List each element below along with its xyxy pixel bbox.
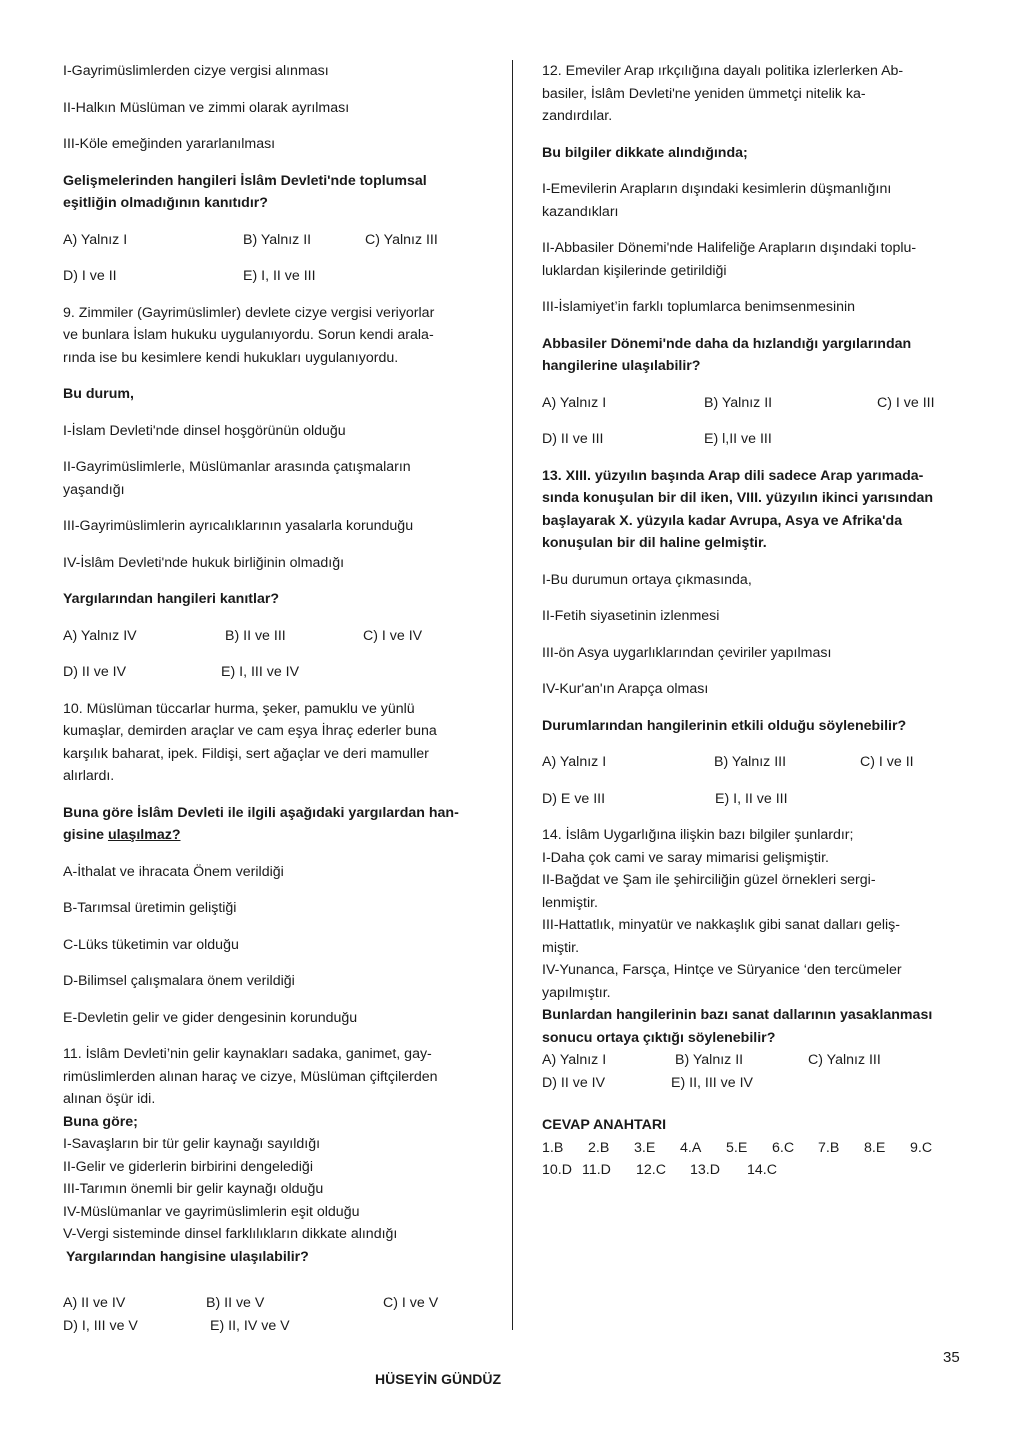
q11-option-a: A) II ve IV (63, 1295, 126, 1311)
q11-question: Yargılarından hangisine ulaşılabilir? (66, 1248, 309, 1265)
q13-option-a: A) Yalnız I (542, 754, 607, 770)
q11-option-c: C) I ve V (383, 1295, 439, 1311)
q12-lead: Bu bilgiler dikkate alındığında; (542, 144, 748, 161)
q8-option-a: A) Yalnız I (63, 231, 128, 248)
answer-key-item: 10.D (542, 1162, 572, 1178)
q9-item-4: IV-İslâm Devleti'nde hukuk birliğinin olmadığı (63, 554, 345, 571)
q14-option-d: D) II ve IV (542, 1074, 606, 1091)
q10-text-line-2: kumaşlar, demirden araçlar ve cam eşya İhraç ederler buna (63, 723, 437, 739)
page-number: 35 (943, 1349, 960, 1366)
q13-option-d: D) E ve III (542, 790, 606, 807)
q10-question-line-2 (63, 824, 481, 847)
q12-option-d: D) II ve III (542, 431, 604, 447)
q9-option-d: D) II ve IV (63, 664, 127, 680)
q10-question-prefix: gisine (63, 827, 108, 843)
q11-lead: Buna göre; (63, 1113, 138, 1130)
q10-question-underlined: ulaşılmaz? (107, 827, 181, 843)
q9-item-3: III-Gayrimüslimlerin ayrıcalıklarının yasalarla korunduğu (63, 518, 414, 534)
q13-text-line-2: sında konuşulan bir dil iken, VIII. yüzyılın ikinci yarısından (542, 490, 934, 506)
q13-item-2: II-Fetih siyasetinin izlenmesi (542, 608, 720, 624)
q14-line-3: II-Bağdat ve Şam ile şehirciliğin güzel örnekleri sergi- (542, 872, 876, 888)
q11-option-d: D) I, III ve V (63, 1317, 138, 1334)
answer-key-item: 5.E (726, 1139, 748, 1156)
answer-key-item: 2.B (588, 1139, 610, 1156)
q10-choice-d: D-Bilimsel çalışmalara önem verildiği (63, 973, 295, 989)
q13-options-row-2 (542, 788, 962, 811)
q13-option-e: E) I, II ve III (715, 790, 788, 807)
q13-text-line-3: başlayarak X. yüzyıla kadar Avrupa, Asya ve Afrika'da (542, 512, 903, 529)
q9-item-2: II-Gayrimüslimlerle, Müslümanlar arasında çatışmaların (63, 459, 411, 475)
q12-text-line-3: zandırdılar. (542, 108, 613, 124)
q13-item-4: IV-Kur'an'ın Arapça olması (542, 681, 709, 697)
q9-option-b: B) II ve III (225, 627, 286, 644)
q8-item-1: I-Gayrimüslimlerden cizye vergisi alınması (63, 63, 329, 79)
q9-option-c: C) I ve IV (363, 627, 423, 644)
q13-option-b: B) Yalnız III (714, 754, 787, 770)
q12-option-e: E) l,II ve III (704, 431, 772, 447)
q9-options-row-2 (63, 661, 481, 684)
answer-key-item: 4.A (680, 1139, 702, 1156)
q8-question-line-1: Gelişmelerinden hangileri İslâm Devleti'nde toplumsal (63, 172, 427, 189)
q9-option-e: E) I, III ve IV (221, 664, 300, 680)
q11-options-row-1 (63, 1292, 481, 1315)
q8-options-row-1 (63, 229, 481, 252)
q9-options-row-1 (63, 625, 481, 648)
answer-key-item: 3.E (634, 1139, 656, 1156)
q11-item-4: IV-Müslümanlar ve gayrimüslimlerin eşit olduğu (63, 1203, 360, 1220)
answer-key-item: 14.C (747, 1162, 777, 1178)
q12-options-row-1 (542, 392, 962, 415)
q12-text-line-2: basiler, İslâm Devleti'ne yeniden ümmetçi nitelik ka- (542, 85, 866, 102)
q14-line-1: 14. İslâm Uygarlığına ilişkin bazı bilgiler şunlardır; (542, 827, 854, 843)
q8-option-d: D) I ve II (63, 268, 117, 284)
q14-line-6: miştir. (542, 939, 580, 956)
q13-text-line-4: konuşulan bir dil haline gelmiştir. (542, 535, 767, 551)
q12-item-1-cont: kazandıkları (542, 203, 619, 220)
q12-options-row-2 (542, 428, 962, 451)
q14-line-4: lenmiştir. (542, 894, 598, 911)
q9-option-a: A) Yalnız IV (63, 627, 137, 644)
q11-text-line-3: alınan öşür idi. (63, 1091, 156, 1107)
q9-text-line-1: 9. Zimmiler (Gayrimüslimler) devlete cizye vergisi veriyorlar (63, 304, 435, 321)
q10-text-line-3: karşılık baharat, ipek. Fildişi, sert ağaçlar ve deri mamuller (63, 745, 429, 762)
q12-option-a: A) Yalnız I (542, 394, 607, 411)
q12-item-3: III-İslamiyet’in farklı toplumlarca benimsenmesinin (542, 299, 856, 315)
q14-option-c: C) Yalnız III (808, 1052, 881, 1068)
answer-key-item: 13.D (690, 1162, 720, 1178)
answer-key-row-1 (542, 1137, 962, 1160)
q11-text-line-2: rimüslimlerden alınan haraç ve cizye, Müslüman çiftçilerden (63, 1068, 438, 1085)
q14-options-row-1 (542, 1049, 962, 1072)
q14-line-8: yapılmıştır. (542, 984, 611, 1001)
answer-key-title: CEVAP ANAHTARI (542, 1117, 667, 1133)
q8-option-c: C) Yalnız III (365, 231, 438, 248)
q13-text-line-1: 13. XIII. yüzyılın başında Arap dili sadece Arap yarımada- (542, 467, 924, 484)
q13-question: Durumlarından hangilerinin etkili olduğu söylenebilir? (542, 717, 907, 734)
q11-option-b: B) II ve V (206, 1295, 265, 1311)
q12-item-2-cont: luklardan kişilerinde getirildiği (542, 262, 727, 279)
answer-key-item: 12.C (636, 1162, 666, 1178)
q8-option-b: B) Yalnız II (243, 231, 312, 248)
answer-key-item: 8.E (864, 1139, 886, 1156)
q10-choice-b: B-Tarımsal üretimin geliştiği (63, 900, 237, 916)
q9-text-line-2: ve bunlara İslam hukuku uygulanıyordu. Sorun kendi arala- (63, 327, 434, 343)
q12-text-line-1: 12. Emeviler Arap ırkçılığına dayalı politika izlerlerken Ab- (542, 63, 904, 79)
q12-question-line-1: Abbasiler Dönemi'nde daha da hızlandığı yargılarından (542, 335, 912, 352)
q9-item-1: I-İslam Devleti'nde dinsel hoşgörünün olduğu (63, 422, 346, 439)
q14-question-line-1: Bunlardan hangilerinin bazı sanat dallarının yasaklanması (542, 1007, 933, 1023)
q14-options-row-2 (542, 1072, 962, 1095)
column-divider (512, 60, 513, 1330)
q12-question-line-2: hangilerine ulaşılabilir? (542, 358, 701, 374)
q13-item-3: III-ön Asya uygarlıklarından çeviriler yapılması (542, 644, 832, 661)
q9-item-2-cont: yaşandığı (63, 481, 125, 498)
q13-option-c: C) I ve II (860, 754, 914, 770)
q10-text-line-1: 10. Müslüman tüccarlar hurma, şeker, pamuklu ve yünlü (63, 700, 415, 717)
author-name: HÜSEYİN GÜNDÜZ (375, 1371, 502, 1387)
q8-options-row-2 (63, 265, 481, 288)
q9-lead: Bu durum, (63, 386, 134, 402)
left-column (63, 60, 481, 1337)
q11-item-5: V-Vergi sisteminde dinsel farklılıkların dikkate alındığı (63, 1226, 398, 1242)
q9-question: Yargılarından hangileri kanıtlar? (63, 591, 280, 607)
q14-line-7: IV-Yunanca, Farsça, Hintçe ve Süryanice ‘den tercümeler (542, 962, 902, 978)
q12-item-1: I-Emevilerin Arapların dışındaki kesimlerin düşmanlığını (542, 181, 892, 197)
q14-option-b: B) Yalnız II (675, 1052, 744, 1068)
q11-option-e: E) II, IV ve V (210, 1317, 290, 1334)
q14-option-a: A) Yalnız I (542, 1052, 607, 1068)
q8-option-e: E) I, II ve III (243, 268, 316, 284)
q12-option-c: C) I ve III (877, 394, 935, 411)
answer-key-item: 7.B (818, 1139, 840, 1156)
q11-item-2: II-Gelir ve giderlerin birbirini dengelediği (63, 1158, 313, 1175)
q8-item-2: II-Halkın Müslüman ve zimmi olarak ayrılması (63, 99, 350, 116)
q8-item-3: III-Köle emeğinden yararlanılması (63, 136, 276, 152)
q12-option-b: B) Yalnız II (704, 394, 773, 411)
q14-question-line-2: sonucu ortaya çıktığı söylenebilir? (542, 1029, 776, 1046)
q9-text-line-3: rında ise bu kesimlere kendi hukukları uygulanıyordu. (63, 349, 399, 366)
q10-text-line-4: alırlardı. (63, 768, 115, 784)
right-column (542, 60, 962, 1182)
q10-choice-e: E-Devletin gelir ve gider dengesinin korunduğu (63, 1009, 358, 1026)
q11-text-line-1: 11. İslâm Devleti’nin gelir kaynakları sadaka, ganimet, gay- (63, 1046, 432, 1062)
q14-option-e: E) II, III ve IV (671, 1074, 753, 1091)
answer-key-item: 11.D (582, 1162, 611, 1178)
q10-choice-a: A-İthalat ve ihracata Önem verildiği (63, 863, 284, 880)
q14-line-5: III-Hattatlık, minyatür ve nakkaşlık gibi sanat dalları geliş- (542, 917, 900, 933)
q11-item-1: I-Savaşların bir tür gelir kaynağı sayıldığı (63, 1136, 321, 1152)
q10-choice-c: C-Lüks tüketimin var olduğu (63, 936, 239, 953)
answer-key-row-2 (542, 1159, 962, 1182)
q13-options-row-1 (542, 751, 962, 774)
answer-key-item: 6.C (772, 1139, 795, 1156)
q8-question-line-2: eşitliğin olmadığının kanıtıdır? (63, 195, 268, 211)
q13-item-1: I-Bu durumun ortaya çıkmasında, (542, 571, 752, 588)
answer-key-item: 9.C (910, 1139, 933, 1156)
answer-key-item: 1.B (542, 1139, 564, 1156)
q10-question-line-1: Buna göre İslâm Devleti ile ilgili aşağıdaki yargılardan han- (63, 804, 459, 821)
q14-line-2: I-Daha çok cami ve saray mimarisi gelişmiştir. (542, 849, 829, 866)
q11-options-row-2 (63, 1315, 481, 1338)
q11-item-3: III-Tarımın önemli bir gelir kaynağı olduğu (63, 1181, 324, 1197)
q12-item-2: II-Abbasiler Dönemi'nde Halifeliğe Arapların dışındaki toplu- (542, 240, 917, 256)
